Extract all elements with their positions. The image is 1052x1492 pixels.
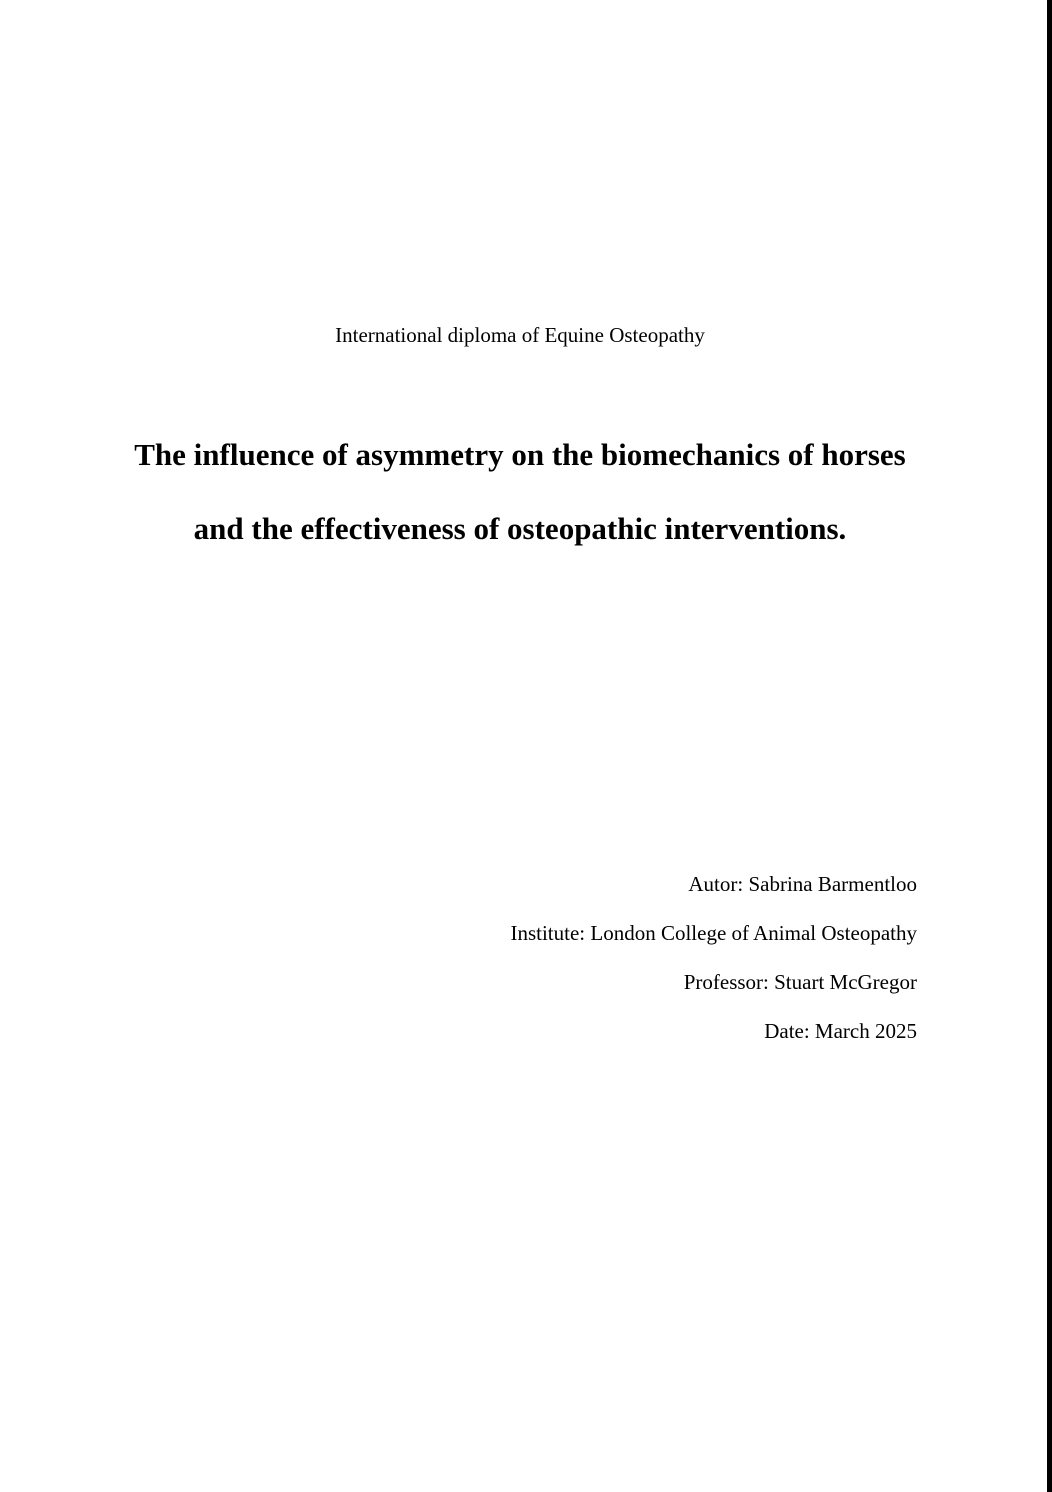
author-line: Autor: Sabrina Barmentloo — [688, 872, 917, 896]
author-details — [510, 860, 917, 1056]
page-edge-border — [1047, 0, 1052, 1492]
diploma-subtitle: International diploma of Equine Osteopathy — [335, 323, 705, 347]
date-line: Date: March 2025 — [764, 1019, 917, 1043]
professor-line: Professor: Stuart McGregor — [683, 970, 917, 994]
institute-line: Institute: London College of Animal Osteopathy — [510, 921, 917, 945]
thesis-title-line-1: The influence of asymmetry on the biomechanics of horses — [134, 437, 906, 472]
thesis-title-line-2: and the effectiveness of osteopathic interventions. — [193, 511, 847, 546]
thesis-title — [0, 418, 1040, 566]
